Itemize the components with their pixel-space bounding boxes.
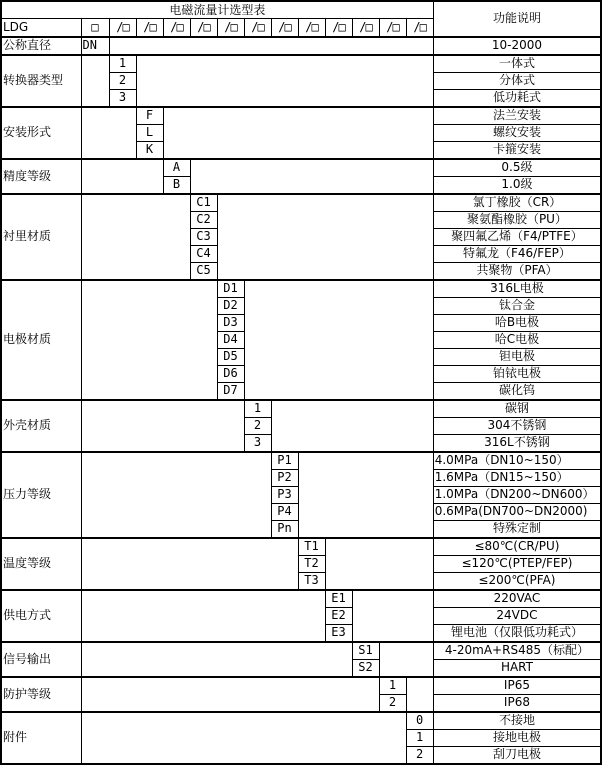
table-title: 电磁流量计选型表	[1, 1, 433, 19]
option-desc: 聚氨酯橡胶（PU）	[433, 211, 601, 228]
model-code-box: /□	[217, 19, 244, 37]
group-label: 附件	[1, 712, 81, 764]
spacer-cell	[109, 37, 433, 55]
table-row	[1, 1, 601, 19]
group-label: 信号输出	[1, 642, 81, 677]
model-base-box: □	[81, 19, 109, 37]
option-desc: 碳钢	[433, 400, 601, 418]
spacer-cell	[352, 590, 433, 642]
group-label: 电极材质	[1, 280, 81, 400]
spacer-cell	[271, 400, 433, 452]
spacer-cell	[81, 107, 136, 159]
model-code-box: /□	[406, 19, 433, 37]
option-code: P4	[271, 503, 298, 520]
option-desc: 特氟龙（F46/FEP）	[433, 245, 601, 262]
option-code: 2	[244, 417, 271, 434]
option-desc: 哈B电极	[433, 314, 601, 331]
table-row	[1, 159, 601, 177]
option-desc: 氯丁橡胶（CR）	[433, 194, 601, 212]
option-code: D3	[217, 314, 244, 331]
spacer-cell	[217, 194, 433, 280]
option-code: P2	[271, 469, 298, 486]
spacer-cell	[81, 159, 163, 194]
table-row	[1, 452, 601, 470]
option-desc: 哈C电极	[433, 331, 601, 348]
option-desc: 0.6MPa(DN700~DN2000)	[433, 503, 601, 520]
option-desc: 卡箍安装	[433, 141, 601, 159]
option-desc: 1.6MPa（DN15~150）	[433, 469, 601, 486]
option-desc: 0.5级	[433, 159, 601, 177]
spacer-cell	[244, 280, 433, 400]
spacer-cell	[325, 538, 433, 590]
option-desc: 24VDC	[433, 607, 601, 624]
group-label: 防护等级	[1, 677, 81, 712]
group-label: 转换器类型	[1, 55, 81, 107]
option-desc: 铂铱电极	[433, 365, 601, 382]
option-code: T1	[298, 538, 325, 556]
option-desc: 4.0MPa（DN10~150）	[433, 452, 601, 470]
option-desc: 刮刀电极	[433, 746, 601, 764]
option-code: 1	[406, 729, 433, 746]
spacer-cell	[81, 400, 244, 452]
table-row	[1, 712, 601, 730]
model-code-box: /□	[190, 19, 217, 37]
table-row	[1, 280, 601, 298]
table-row	[1, 37, 601, 55]
option-code: S2	[352, 659, 379, 677]
option-desc: ≤120℃(PTEP/FEP)	[433, 555, 601, 572]
option-code: D2	[217, 297, 244, 314]
option-desc: 钛合金	[433, 297, 601, 314]
option-code: C5	[190, 262, 217, 280]
function-column-header: 功能说明	[433, 1, 601, 37]
option-desc: 钽电极	[433, 348, 601, 365]
option-code: 2	[379, 694, 406, 712]
option-desc: 316L电极	[433, 280, 601, 298]
model-code-box: /□	[271, 19, 298, 37]
spacer-cell	[81, 642, 352, 677]
model-code-box: /□	[109, 19, 136, 37]
spacer-cell	[81, 194, 190, 280]
option-desc: 304不锈钢	[433, 417, 601, 434]
option-desc: 10-2000	[433, 37, 601, 55]
table-row	[1, 538, 601, 556]
group-label-diameter: 公称直径	[1, 37, 81, 55]
option-desc: 1.0MPa（DN200~DN600）	[433, 486, 601, 503]
option-code: E2	[325, 607, 352, 624]
option-desc: IP68	[433, 694, 601, 712]
spacer-cell	[136, 55, 433, 107]
option-code: 3	[109, 89, 136, 107]
option-code: K	[136, 141, 163, 159]
option-desc: 聚四氟乙烯（F4/PTFE）	[433, 228, 601, 245]
option-desc: 锂电池（仅限低功耗式）	[433, 624, 601, 642]
model-code-box: /□	[163, 19, 190, 37]
table-row	[1, 194, 601, 212]
option-code: 1	[109, 55, 136, 73]
option-code: L	[136, 124, 163, 141]
spacer-cell	[190, 159, 433, 194]
selection-table-body	[1, 1, 601, 764]
spacer-cell	[379, 642, 433, 677]
option-code: P3	[271, 486, 298, 503]
model-code-box: /□	[298, 19, 325, 37]
spacer-cell	[81, 538, 298, 590]
group-label: 精度等级	[1, 159, 81, 194]
spacer-cell	[163, 107, 433, 159]
table-row	[1, 107, 601, 125]
option-code: D5	[217, 348, 244, 365]
spacer-cell	[81, 55, 109, 107]
table-row	[1, 677, 601, 695]
option-desc: 特殊定制	[433, 520, 601, 538]
option-desc: 一体式	[433, 55, 601, 73]
option-code: C1	[190, 194, 217, 212]
option-code: D4	[217, 331, 244, 348]
model-code-box: /□	[244, 19, 271, 37]
group-label: 外壳材质	[1, 400, 81, 452]
option-desc: 碳化钨	[433, 382, 601, 400]
option-code: T3	[298, 572, 325, 590]
option-code: D1	[217, 280, 244, 298]
option-code: E1	[325, 590, 352, 608]
option-desc: 220VAC	[433, 590, 601, 608]
model-prefix: LDG	[1, 19, 81, 37]
option-desc: 4-20mA+RS485（标配）	[433, 642, 601, 660]
group-label: 压力等级	[1, 452, 81, 538]
option-code: 2	[109, 72, 136, 89]
group-label: 安装形式	[1, 107, 81, 159]
option-code: B	[163, 176, 190, 194]
option-code: F	[136, 107, 163, 125]
option-code: S1	[352, 642, 379, 660]
spacer-cell	[81, 452, 271, 538]
group-label: 温度等级	[1, 538, 81, 590]
option-code: 2	[406, 746, 433, 764]
option-desc: ≤200℃(PFA)	[433, 572, 601, 590]
spacer-cell	[81, 677, 379, 712]
group-label: 供电方式	[1, 590, 81, 642]
option-code: C2	[190, 211, 217, 228]
spacer-cell	[81, 590, 325, 642]
option-code: 1	[379, 677, 406, 695]
spacer-cell	[81, 712, 406, 764]
option-desc: IP65	[433, 677, 601, 695]
option-code: D6	[217, 365, 244, 382]
option-desc: ≤80℃(CR/PU)	[433, 538, 601, 556]
option-code: E3	[325, 624, 352, 642]
option-desc: 316L不锈钢	[433, 434, 601, 452]
option-code: D7	[217, 382, 244, 400]
option-desc: 不接地	[433, 712, 601, 730]
spacer-cell	[81, 280, 217, 400]
table-row	[1, 642, 601, 660]
option-desc: HART	[433, 659, 601, 677]
group-label: 衬里材质	[1, 194, 81, 280]
option-code: P1	[271, 452, 298, 470]
option-desc: 1.0级	[433, 176, 601, 194]
option-code: A	[163, 159, 190, 177]
option-desc: 螺纹安装	[433, 124, 601, 141]
table-row	[1, 400, 601, 418]
option-code: 0	[406, 712, 433, 730]
model-code-box: /□	[325, 19, 352, 37]
option-desc: 共聚物（PFA）	[433, 262, 601, 280]
option-desc: 法兰安装	[433, 107, 601, 125]
table-row	[1, 590, 601, 608]
option-desc: 分体式	[433, 72, 601, 89]
option-code: T2	[298, 555, 325, 572]
spacer-cell	[298, 452, 433, 538]
table-row	[1, 55, 601, 73]
option-desc: 低功耗式	[433, 89, 601, 107]
option-code: 3	[244, 434, 271, 452]
option-code: Pn	[271, 520, 298, 538]
option-code: 1	[244, 400, 271, 418]
option-desc: 接地电极	[433, 729, 601, 746]
model-code-box: /□	[379, 19, 406, 37]
model-code-box: /□	[352, 19, 379, 37]
option-code: C4	[190, 245, 217, 262]
model-code-box: /□	[136, 19, 163, 37]
option-code: C3	[190, 228, 217, 245]
spacer-cell	[406, 677, 433, 712]
diameter-code: DN	[81, 37, 109, 55]
